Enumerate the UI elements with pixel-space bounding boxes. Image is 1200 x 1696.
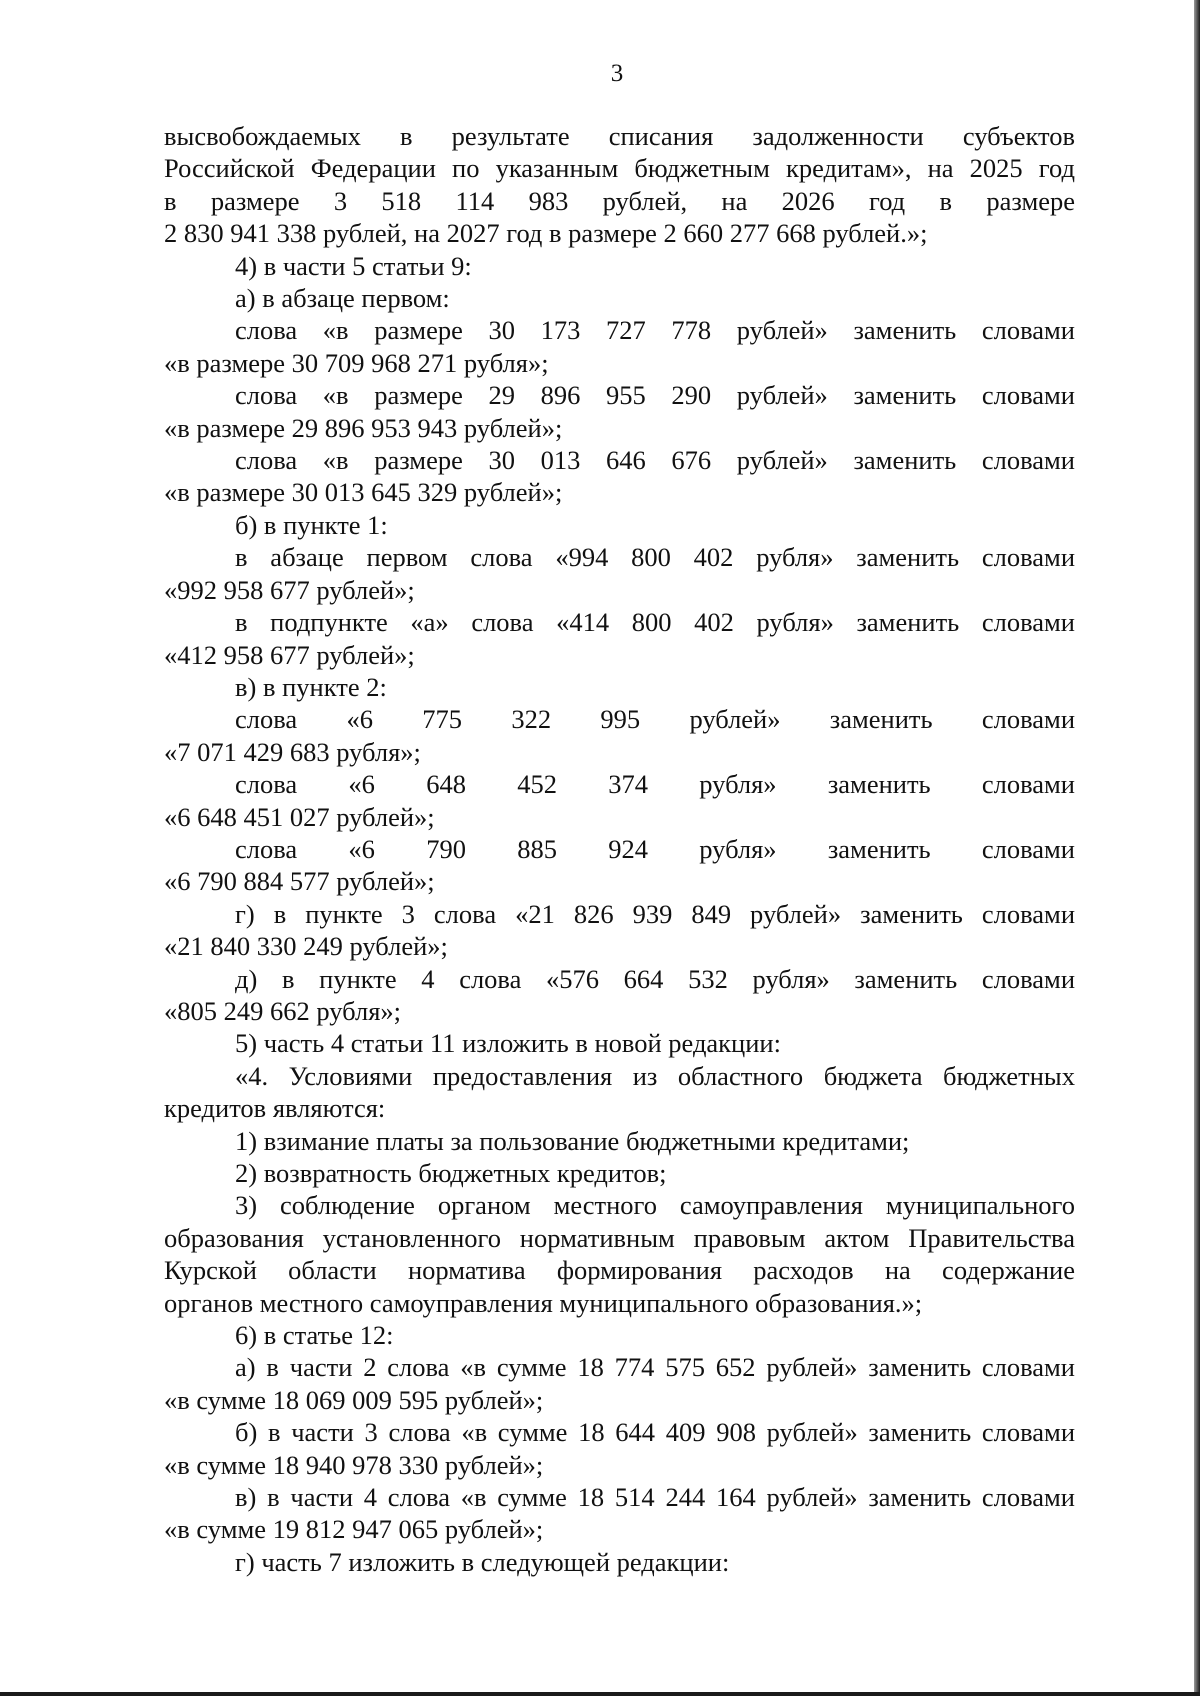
page-number: 3 xyxy=(610,60,624,87)
text-line: 1) взимание платы за пользование бюджетными кредитами; xyxy=(235,1125,910,1156)
text-line: г) в пункте 3 слова «21 826 939 849 рублей» заменить словами xyxy=(235,898,1075,929)
text-line: слова «в размере 29 896 955 290 рублей» заменить словами xyxy=(235,380,1075,411)
text-line: в подпункте «а» слова «414 800 402 рубля» заменить словами xyxy=(235,607,1075,638)
text-line: б) в части 3 слова «в сумме 18 644 409 908 рублей» заменить словами xyxy=(235,1417,1075,1448)
text-line: «992 958 677 рублей»; xyxy=(164,574,415,605)
text-line: д) в пункте 4 слова «576 664 532 рубля» заменить словами xyxy=(235,963,1075,994)
text-line: слова «6 790 885 924 рубля» заменить словами xyxy=(235,833,1075,864)
text-line: «805 249 662 рубля»; xyxy=(164,995,402,1026)
text-line: «в сумме 18 940 978 330 рублей»; xyxy=(164,1449,544,1480)
text-line: органов местного самоуправления муниципального образования.»; xyxy=(164,1287,923,1318)
text-line: 5) часть 4 статьи 11 изложить в новой редакции: xyxy=(235,1028,781,1059)
text-line: а) в абзаце первом: xyxy=(235,283,450,314)
text-line: в размере 3 518 114 983 рублей, на 2026 год в размере xyxy=(164,185,1075,216)
text-line: в абзаце первом слова «994 800 402 рубля» заменить словами xyxy=(235,542,1075,573)
text-line: «в сумме 19 812 947 065 рублей»; xyxy=(164,1514,544,1545)
text-line: «21 840 330 249 рублей»; xyxy=(164,931,448,962)
text-line: Российской Федерации по указанным бюджетным кредитам», на 2025 год xyxy=(164,153,1075,184)
text-line: «6 648 451 027 рублей»; xyxy=(164,801,435,832)
scan-edge-bottom xyxy=(0,1692,1200,1696)
text-line: «в размере 30 709 968 271 рубля»; xyxy=(164,347,549,378)
text-line: в) в части 4 слова «в сумме 18 514 244 164 рублей» заменить словами xyxy=(235,1482,1075,1513)
text-line: слова «6 648 452 374 рубля» заменить словами xyxy=(235,769,1075,800)
text-line: высвобождаемых в результате списания задолженности субъектов xyxy=(164,121,1075,151)
text-line: «7 071 429 683 рубля»; xyxy=(164,736,421,767)
text-line: 6) в статье 12: xyxy=(235,1320,394,1351)
text-line: кредитов являются: xyxy=(164,1093,386,1124)
text-line: «в размере 30 013 645 329 рублей»; xyxy=(164,477,563,508)
text-line: в) в пункте 2: xyxy=(235,671,387,702)
text-line: слова «6 775 322 995 рублей» заменить словами xyxy=(235,704,1075,735)
text-line: 2 830 941 338 рублей, на 2027 год в размере 2 660 277 668 рублей.»; xyxy=(164,218,928,249)
text-line: слова «в размере 30 013 646 676 рублей» заменить словами xyxy=(235,445,1075,476)
text-line: «4. Условиями предоставления из областного бюджета бюджетных xyxy=(235,1060,1075,1091)
text-line: образования установленного нормативным правовым актом Правительства xyxy=(164,1222,1075,1253)
text-line: г) часть 7 изложить в следующей редакции: xyxy=(235,1546,730,1577)
text-line: 2) возвратность бюджетных кредитов; xyxy=(235,1158,667,1188)
text-line: «6 790 884 577 рублей»; xyxy=(164,866,435,897)
text-line: б) в пункте 1: xyxy=(235,509,388,540)
text-line: Курской области норматива формирования расходов на содержание xyxy=(164,1255,1075,1286)
text-line: а) в части 2 слова «в сумме 18 774 575 652 рублей» заменить словами xyxy=(235,1352,1075,1383)
scan-edge-right xyxy=(1194,0,1200,1696)
text-line: слова «в размере 30 173 727 778 рублей» заменить словами xyxy=(235,315,1075,346)
text-line: «в размере 29 896 953 943 рублей»; xyxy=(164,412,563,443)
text-line: 4) в части 5 статьи 9: xyxy=(235,250,472,281)
document-body xyxy=(164,120,1075,1578)
text-line: «412 958 677 рублей»; xyxy=(164,639,415,670)
text-line: «в сумме 18 069 009 595 рублей»; xyxy=(164,1384,544,1415)
text-line: 3) соблюдение органом местного самоуправления муниципального xyxy=(235,1190,1075,1221)
